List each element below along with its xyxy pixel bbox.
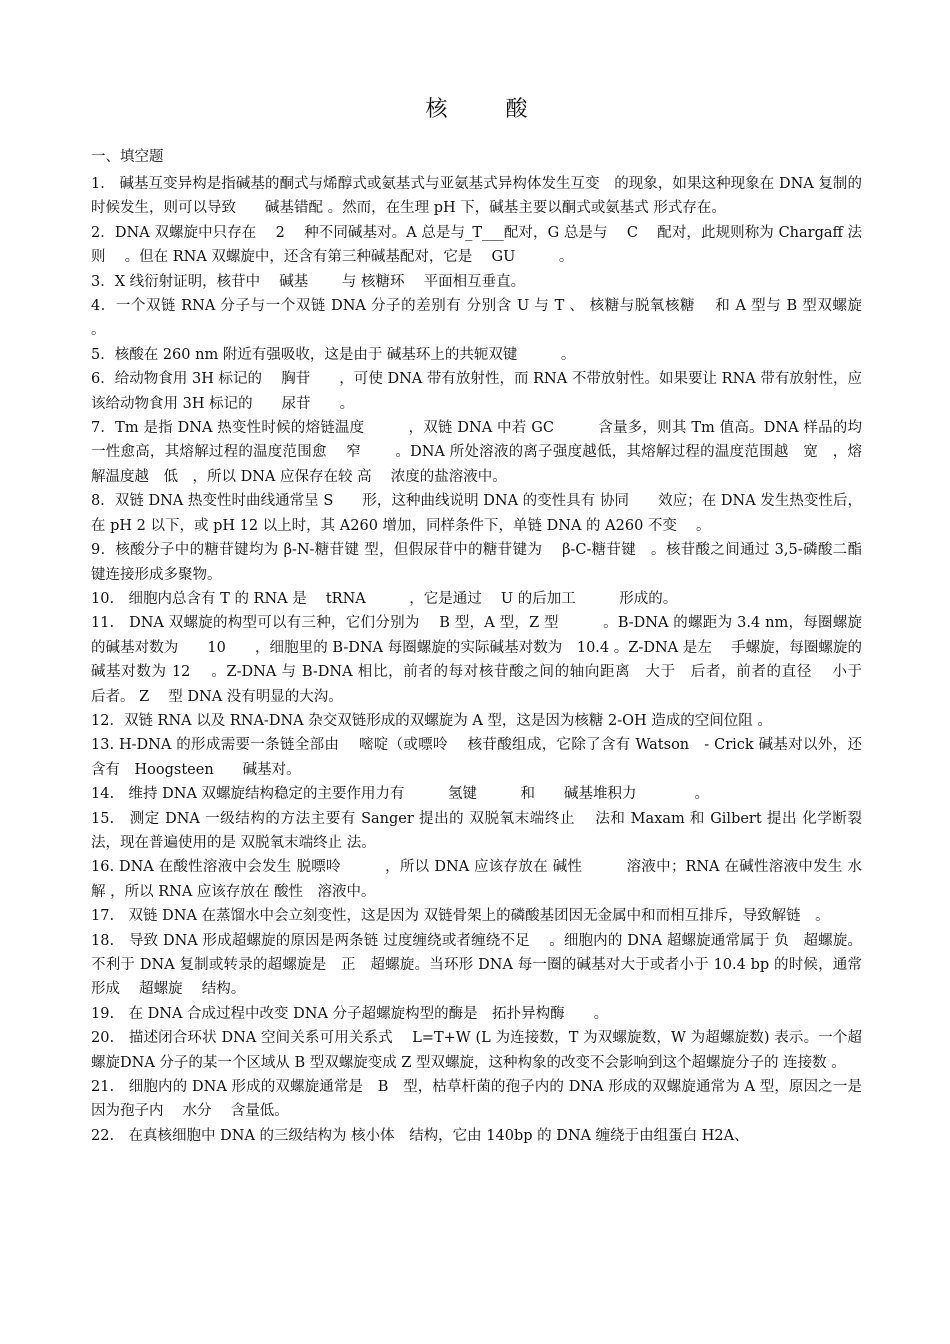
question-17: 17. 双链 DNA 在蒸馏水中会立刻变性，这是因为 双链骨架上的磷酸基团因无金属中和而相互排斥，导致解链 。	[91, 908, 830, 925]
question-21: 21. 细胞内的 DNA 形成的双螺旋通常是 B 型，枯草杆菌的孢子内的 DNA 形成的双螺旋通常为 A 型，原因之一是因为孢子内 水分 含量低。	[91, 1079, 862, 1120]
question-11: 11. DNA 双螺旋的构型可以有三种，它们分别为 B 型，A 型，Z 型 。B-DNA 的螺距为 3.4 nm，每圈螺旋的碱基对数为 10 ，细胞里的 B-DNA 每圈螺旋的实际碱基对数为 10.4 。Z-DNA 是左 手螺旋，每圈螺旋的碱基对数为 12 。Z-DNA 与 B-DNA 相比，前者的每对核苷酸之间的轴向距离 大于 后者，前者的直径 小于 后者。 Z 型 DNA 没有明显的大沟。	[91, 615, 882, 705]
question-5: 5．核酸在 260 nm 附近有强吸收，这是由于 碱基环上的共轭双键 。	[91, 346, 576, 363]
question-19: 19. 在 DNA 合成过程中改变 DNA 分子超螺旋构型的酶是 拓扑异构酶 。	[91, 1005, 609, 1022]
section-heading: 一、填空题	[91, 149, 164, 165]
question-2: 2．DNA 双螺旋中只存在 2 种不同碱基对。A 总是与_T___配对，G 总是与 C 配对，此规则称为 Chargaff 法则 。但在 RNA 双螺旋中，还含有第三种碱基配对，它是 GU 。	[91, 224, 862, 266]
question-18: 18. 导致 DNA 形成超螺旋的原因是两条链 过度缠绕或者缠绕不足 。细胞内的 DNA 超螺旋通常属于 负 超螺旋。不利于 DNA 复制或转录的超螺旋是 正 超螺旋。当环形 DNA 每一圈的碱基对大于或者小于 10.4 bp 的时候，通常形成 超螺旋 结构。	[91, 932, 862, 998]
question-20: 20. 描述闭合环状 DNA 空间关系可用关系式 L=T+W (L 为连接数，T 为双螺旋数，W 为超螺旋数) 表示。一个超螺旋DNA 分子的某一个区域从 B 型双螺旋变成 Z 型双螺旋，这种构象的改变不会影响到这个超螺旋分子的 连接数 。	[91, 1030, 862, 1071]
question-22: 22. 在真核细胞中 DNA 的三级结构为 核小体 结构，它由 140bp 的 DNA 缠绕于由组蛋白 H2A、	[91, 1127, 749, 1144]
question-list	[91, 172, 882, 1148]
question-15: 15. 测定 DNA 一级结构的方法主要有 Sanger 提出的 双脱氧末端终止 法和 Maxam 和 Gilbert 提出 化学断裂 法，现在普遍使用的是 双脱氧末端终止 法。	[91, 810, 882, 851]
question-4: 4．一个双链 RNA 分子与一个双链 DNA 分子的差别有 分别含 U 与 T 、 核糖与脱氧核糖 和 A 型与 B 型双螺旋 。	[91, 298, 882, 339]
question-13: 13. H-DNA 的形成需要一条链全部由 嘧啶（或嘌呤 核苷酸组成，它除了含有 Watson - Crick 碱基对以外，还含有 Hoogsteen 碱基对。	[91, 737, 862, 778]
question-7: 7．Tm 是指 DNA 热变性时候的熔链温度 ，双链 DNA 中若 GC 含量多，则其 Tm 值高。DNA 样品的均一性愈高，其熔解过程的温度范围愈 窄 。DNA 所处溶液的离子强度越低，其熔解过程的温度范围越 宽 ，熔解温度越 低 ，所以 DNA 应保存在较 高 浓度的盐溶液中。	[91, 420, 862, 485]
question-1: 1. 碱基互变异构是指碱基的酮式与烯醇式或氨基式与亚氨基式异构体发生互变 的现象，如果这种现象在 DNA 复制的时候发生，则可以导致 碱基错配 。然而，在生理 pH 下，碱基主要以酮式或氨基式 形式存在。	[91, 176, 862, 217]
document-title: 核 酸	[425, 97, 546, 122]
question-14: 14. 维持 DNA 双螺旋结构稳定的主要作用力有 氢键 和 碱基堆积力 。	[91, 786, 710, 803]
question-3: 3．X 线衍射证明，核苷中 碱基 与 核糖环 平面相互垂直。	[91, 273, 526, 290]
question-6: 6．给动物食用 3H 标记的 胸苷 ，可使 DNA 带有放射性，而 RNA 不带放射性。如果要让 RNA 带有放射性，应该给动物食用 3H 标记的 尿苷 。	[91, 371, 862, 412]
question-9: 9．核酸分子中的糖苷键均为 β-N-糖苷键 型，但假尿苷中的糖苷键为 β-C-糖苷键 。核苷酸之间通过 3,5-磷酸二酯 键连接形成多聚物。	[91, 542, 882, 583]
question-10: 10. 细胞内总含有 T 的 RNA 是 tRNA ，它是通过 U 的后加工 形成的。	[91, 590, 678, 607]
question-16: 16. DNA 在酸性溶液中会发生 脱嘌呤 ，所以 DNA 应该存放在 碱性 溶液中；RNA 在碱性溶液中发生 水解 ，所以 RNA 应该存放在 酸性 溶液中。	[91, 859, 862, 900]
question-12: 12．双链 RNA 以及 RNA-DNA 杂交双链形成的双螺旋为 A 型，这是因为核糖 2-OH 造成的空间位阻 。	[91, 712, 772, 729]
question-8: 8．双链 DNA 热变性时曲线通常呈 S 形，这种曲线说明 DNA 的变性具有 协同 效应；在 DNA 发生热变性后，在 pH 2 以下，或 pH 12 以上时，其 A260 增加，同样条件下，单链 DNA 的 A260 不变 。	[91, 493, 862, 534]
